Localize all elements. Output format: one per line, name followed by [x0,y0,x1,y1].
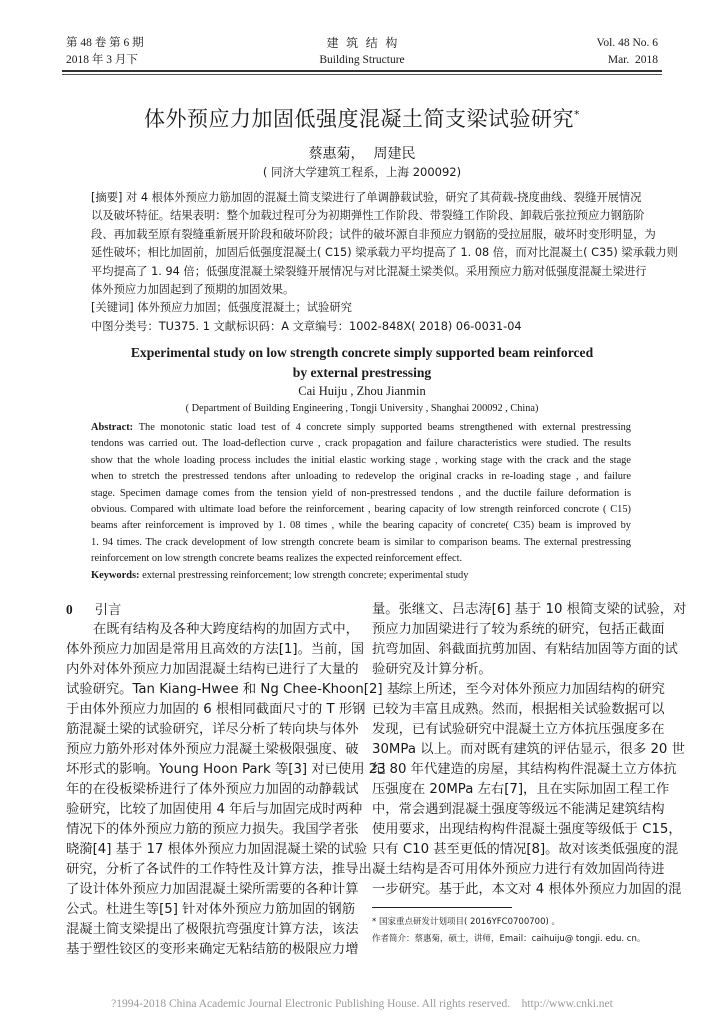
footnote-author: 作者简介：蔡惠菊，硕士，讲师，Email：caihuiju@ tongji. edu. cn。 [372,934,646,944]
body-line: 纪 80 年代建造的房屋，其结构构件混凝土立方体抗 [372,762,677,777]
body-line: 验研究及计算分析。 [372,662,492,677]
abstract-cn [91,189,678,336]
abstract-en-text: 1. 94 times. The crack development of low strength concrete beam is similar to comparison beams. The external prestressing [91,536,631,548]
body-line: 压强度在 20MPa 左右[7]，且在实际加固工程工作 [372,782,670,797]
issue-info [66,35,144,69]
abstract-line: 平均提高了 1. 94 倍；低强度混凝土梁裂缝开展情况与对比混凝土梁类似。采用预应力筋对低强度混凝土梁进行 [91,264,647,278]
body-column-left [66,600,401,960]
abstract-en-text: when to stretch the prestressed tendons after unloading to redevelop the original cracks in re-loading stage , and failure [91,471,631,483]
body-line: 公式。杜进生等[5] 针对体外预应力筋加固的钢筋 [66,902,355,917]
abstract-en-line [91,436,631,452]
body-line: 只有 C10 甚至更低的情况[8]。故对该类低强度的混 [372,842,679,857]
body-line: 综上所述，至今对体外预应力加固结构的研究 [399,682,665,697]
abstract-en-text: reinforcement on low strength concrete beams realizes the expected reinforcement effect. [91,553,463,565]
journal-name-en: Building Structure [319,54,405,66]
abstract-en-line [91,486,631,502]
copyright-footer: ?1994-2018 China Academic Journal Electronic Publishing House. All rights reserved. http://www.cnki.net [111,998,613,1010]
keywords-cn: [关键词] 体外预应力加固；低强度混凝土；试验研究 [91,301,352,315]
abstract-en-text: The monotonic static load test of 4 concrete simply supported beams strengthened with external prestressing [138,422,631,433]
english-title [0,343,724,382]
abstract-en-line [91,551,631,567]
abstract-en-line [91,518,631,534]
volume-number: Vol. 48 No. 6 [596,37,658,49]
body-line: 坏形式的影响。Young Hoon Park 等[3] 对已使用 23 [66,762,386,777]
section-heading [66,600,353,620]
keywords-en-text: external prestressing reinforcement; low strength concrete; experimental study [142,569,469,581]
english-title-line: by external prestressing [292,364,432,380]
journal-name-cn: 建 筑 结 构 [326,36,398,50]
body-line: 年的在役板梁桥进行了体外预应力加固的动静载试 [66,782,359,797]
body-line: 预应力筋外形对体外预应力混凝土梁极限强度、破 [66,742,359,757]
body-line: 混凝土简支梁提出了极限抗弯强度计算方法，该法 [66,922,359,937]
body-column-right [372,600,687,900]
section-number: 0 [66,602,73,617]
paper-title [0,103,724,133]
body-line: 筋混凝土梁的试验研究，详尽分析了转向块与体外 [66,722,359,737]
abstract-en-text: obvious. Compared with ultimate load before the reinforcement , bearing capacity of low strength reinforced concrote ( C15) [91,503,631,515]
body-line: 30MPa 以上。而对既有建筑的评估显示，很多 20 世 [372,742,685,757]
body-line: 预应力加固梁进行了较为系统的研究，包括正截面 [372,622,665,637]
body-line: 凝土结构是否可用体外预应力进行有效加固尚待进 [372,862,665,877]
body-line: 中，常会遇到混凝土强度等级远不能满足建筑结构 [372,802,665,817]
abstract-en-text: tendons was carried out. The load-deflection curve , crack propagation and failure characteristics were studied. The results [91,438,631,450]
abstract-line: 延性破坏；相比加固前，加固后低强度混凝土( C15) 梁承载力平均提高了 1. 08 倍，而对比混凝土( C35) 梁承载力则 [91,246,678,260]
classification-info: 中图分类号：TU375. 1 文献标识码：A 文章编号：1002-848X( 2018) 06-0031-04 [91,319,522,333]
body-line: 内外对体外预应力加固混凝土结构已进行了大量的 [66,662,359,677]
body-line: 已较为丰富且成熟。然而，根据相关试验数据可以 [372,702,665,717]
abstract-en [91,420,631,584]
body-line: 试验研究。Tan Kiang-Hwee 和 Ng Chee-Khoon[2] 基 [66,682,401,697]
paper-title-text: 体外预应力加固低强度混凝土简支梁试验研究 [144,107,574,131]
abstract-en-line [91,420,631,436]
volume-date: Mar. 2018 [607,54,658,66]
body-line: 研究，分析了各试件的工作特性及计算方法，推导出 [66,862,372,877]
body-line: 使用要求，出现结构构件混凝土强度等级低于 C15， [372,822,682,837]
keywords-en [91,568,631,584]
body-line: 了设计体外预应力加固混凝土梁所需要的各种计算 [66,882,359,897]
body-line: 发现，已有试验研究中混凝土立方体抗压强度多在 [372,722,665,737]
keywords-label: Keywords: [91,569,143,581]
abstract-line: 段、再加载至原有裂缝重新展开阶段和破坏阶段；试件的破坏源自非预应力钢筋的受拉屈服，破坏时变形明显，为 [91,227,656,241]
english-title-line: Experimental study on low strength concrete simply supported beam reinforced [130,345,594,360]
footnote-rule [372,907,512,908]
abstract-en-line [91,502,631,518]
body-line: 情况下的体外预应力筋的预应力损失。我国学者张 [66,822,359,837]
body-line: 基于塑性铰区的变形来确定无粘结筋的极限应力增 [66,942,359,957]
body-line: 于由体外预应力加固的 6 根相同截面尺寸的 T 形钢 [66,702,366,717]
issue-number: 第 48 卷 第 6 期 [66,37,144,49]
volume-info [597,35,658,69]
body-line: 体外预应力加固是常用且高效的方法[1]。当前，国 [66,642,365,657]
abstract-en-text: stage. Specimen damage comes from the tension yield of non-prestressed tendons , and the ductile failure deformation is [91,487,631,499]
abstract-line: 体外预应力加固起到了预期的加固效果。 [91,282,295,296]
body-line: 量。张继文、吕志涛[6] 基于 10 根简支梁的试验，对 [372,602,687,617]
body-line: 在既有结构及各种大跨度结构的加固方式中， [93,622,359,637]
abstract-en-line [91,535,631,551]
abstract-en-line [91,469,631,485]
header-rule [62,70,662,72]
section-title: 引言 [94,603,122,618]
body-line: 验研究，比较了加固使用 4 年后与加固完成时两种 [66,802,363,817]
authors: 蔡惠菊， 周建民 [308,146,416,162]
footnote-funding: * 国家重点研发计划项目( 2016YFC0700700) 。 [372,917,560,927]
english-authors: Cai Huiju , Zhou Jianmin [298,384,426,398]
body-line: 晓漪[4] 基于 17 根体外预应力加固混凝土梁的试验 [66,842,368,857]
abstract-line: [摘要] 对 4 根体外预应力筋加固的混凝土简支梁进行了单调静载试验，研究了其荷载-挠度曲线、裂缝开展情况 [91,191,642,204]
english-affiliation: ( Department of Building Engineering , Tongji University , Shanghai 200092 , China) [185,403,539,414]
abstract-en-line [91,453,631,469]
abstract-en-text: show that the whole loading process includes the initial elastic working stage , working stage with the crack and the stage [91,454,631,466]
abstract-label: Abstract: [91,422,139,433]
abstract-line: 以及破坏特征。结果表明：整个加载过程可分为初期弹性工作阶段、带裂缝工作阶段、卸载后张拉预应力钢筋阶 [91,209,645,223]
header-rule-thin [62,74,662,75]
title-footnote-mark: * [574,108,580,121]
body-line: 一步研究。基于此，本文对 4 根体外预应力加固的混 [372,882,682,897]
affiliation: ( 同济大学建筑工程系，上海 200092) [262,165,462,179]
journal-name [262,35,462,69]
body-line: 抗弯加固、斜截面抗剪加固、有粘结加固等方面的试 [372,642,678,657]
abstract-en-text: beams after reinforcement is improved by 1. 08 times , while the bearing capacity of concrete( C35) beam is improved by [91,520,631,532]
issue-date: 2018 年 3 月下 [66,54,138,66]
